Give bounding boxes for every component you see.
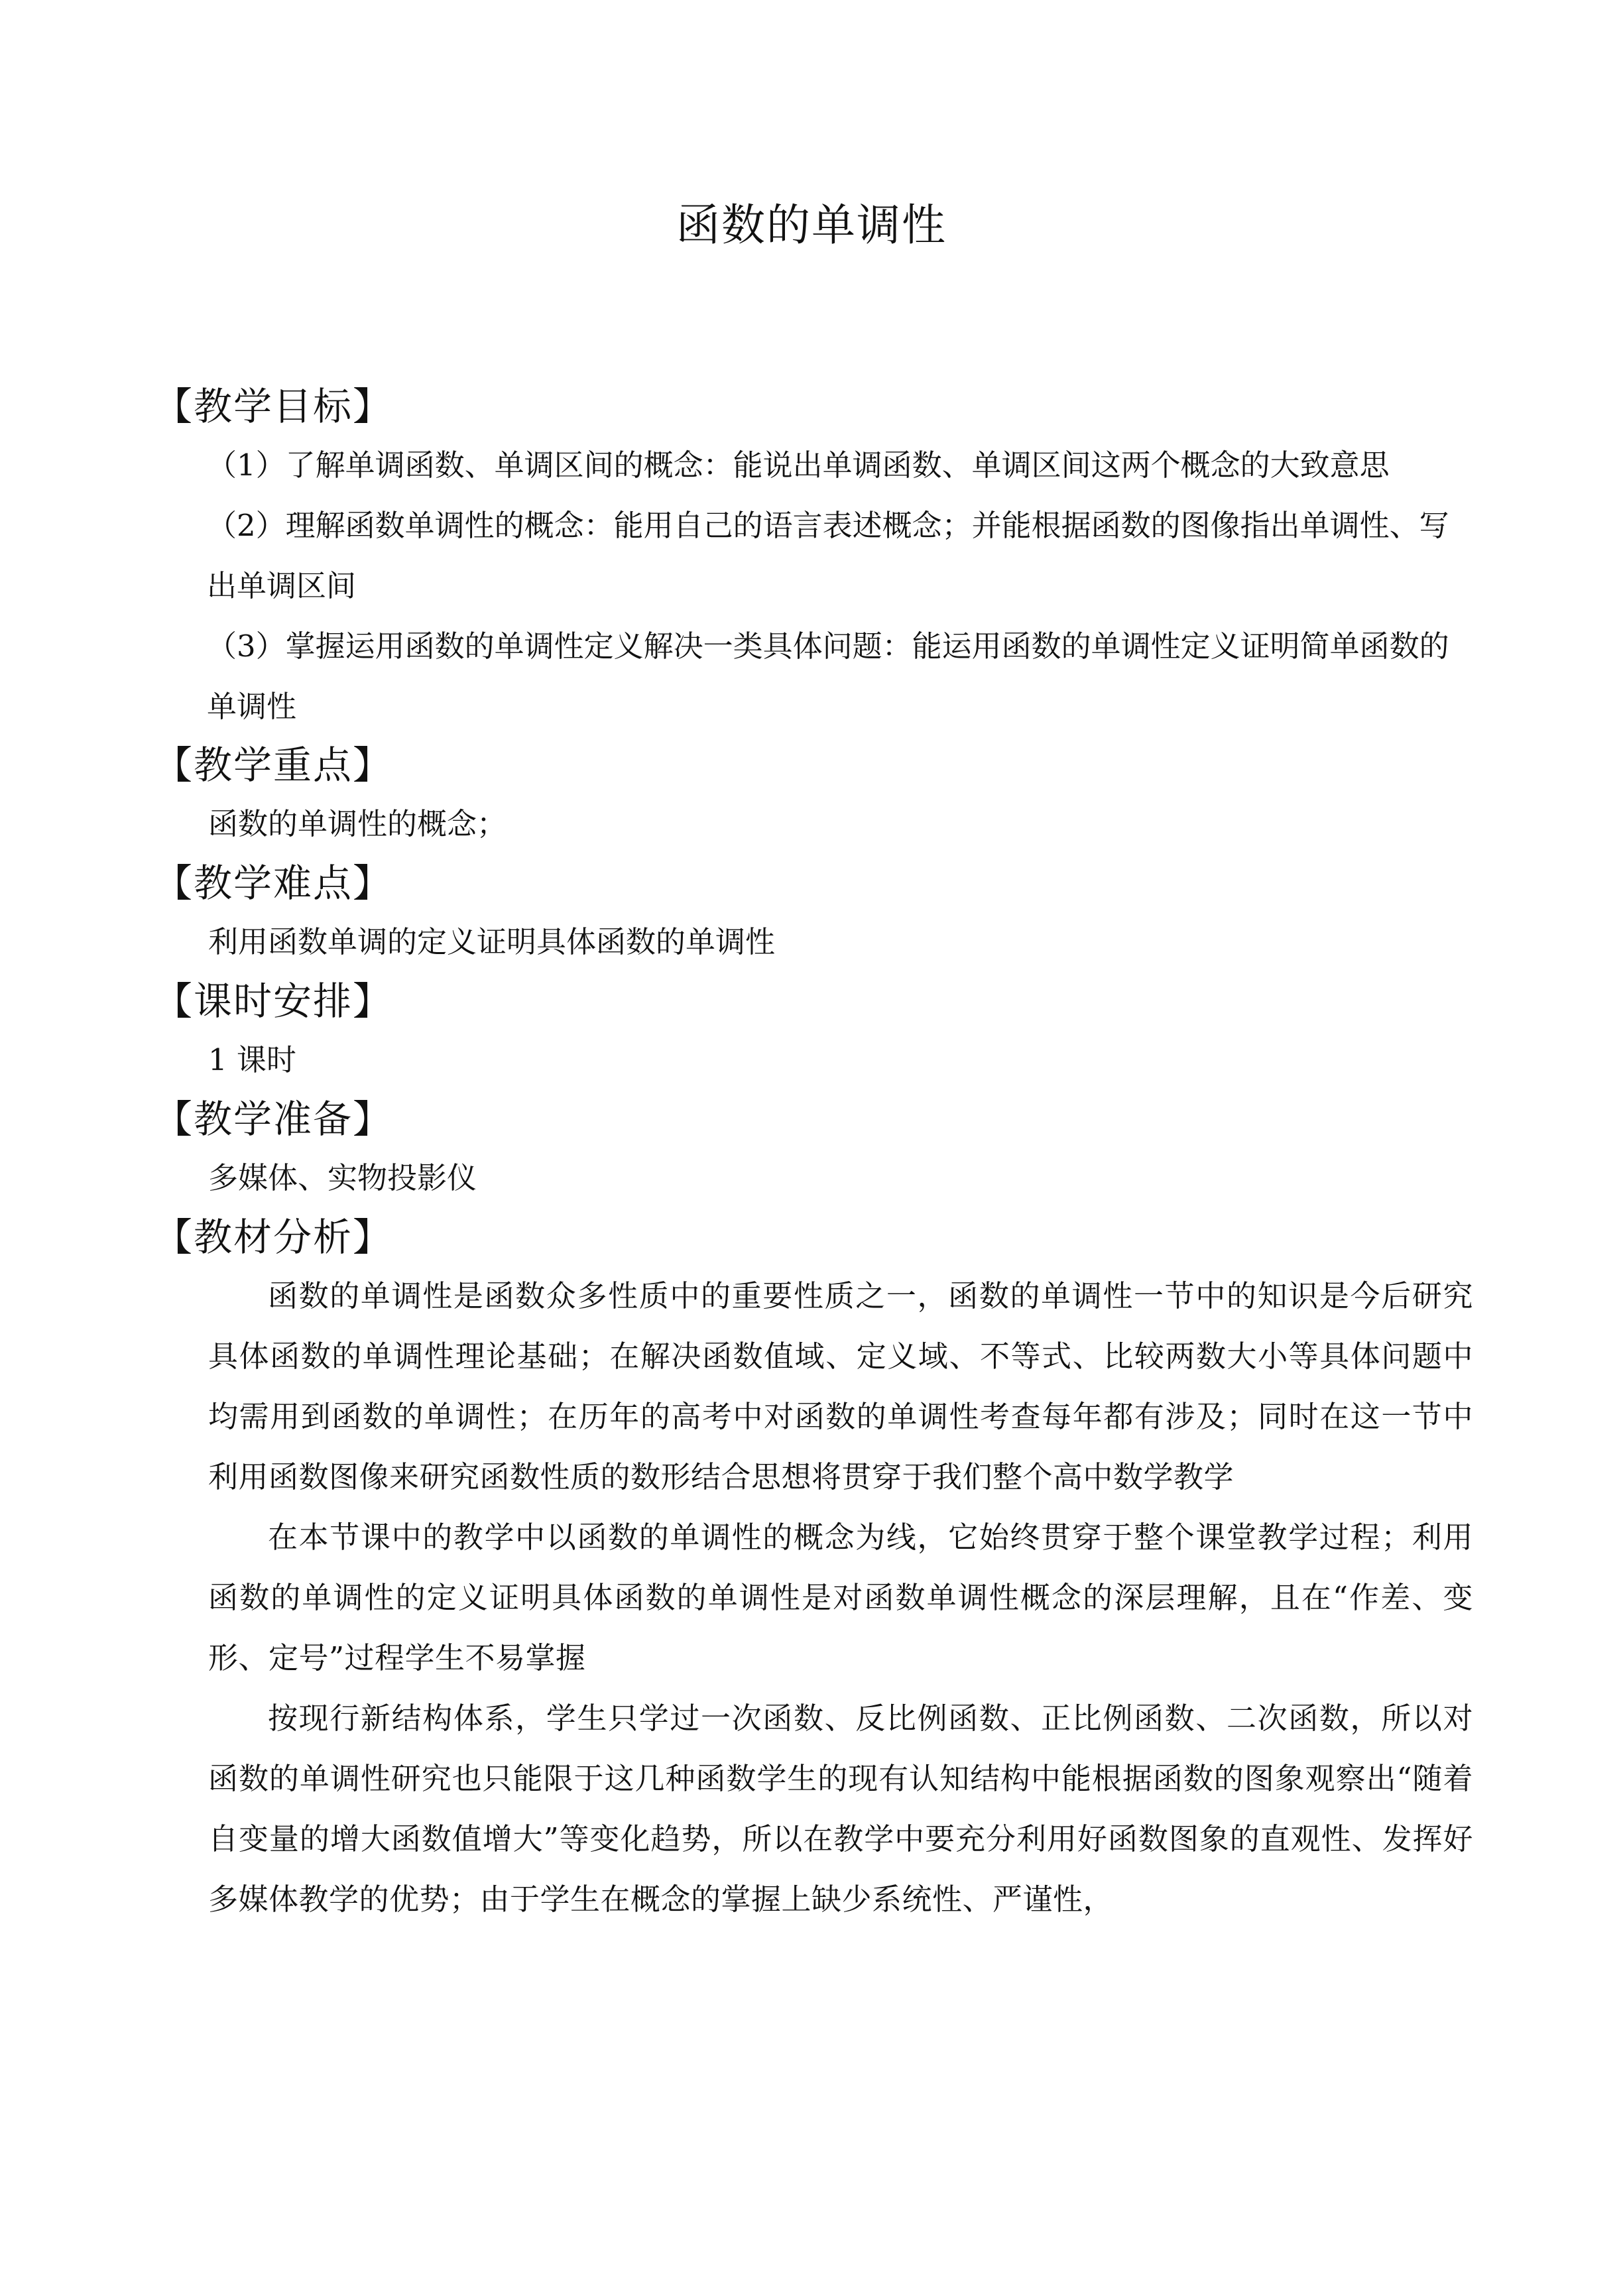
objective-item-1: （1）了解单调函数、单调区间的概念：能说出单调函数、单调区间这两个概念的大致意思 bbox=[207, 448, 1390, 483]
section-heading-analysis: 【教材分析】 bbox=[154, 1215, 393, 1260]
section-heading-objectives: 【教学目标】 bbox=[154, 384, 393, 429]
key-points-text: 函数的单调性的概念； bbox=[208, 806, 507, 841]
document-body bbox=[154, 378, 1473, 1929]
section-heading-schedule: 【课时安排】 bbox=[154, 979, 393, 1024]
objective-item-3: （3）掌握运用函数的单调性定义解决一类具体问题：能运用函数的单调性定义证明简单函数的单调性 bbox=[207, 629, 1449, 724]
document-title: 函数的单调性 bbox=[676, 200, 947, 251]
difficulties-text: 利用函数单调的定义证明具体函数的单调性 bbox=[208, 924, 776, 959]
section-heading-difficulties: 【教学难点】 bbox=[154, 861, 393, 906]
section-heading-preparation: 【教学准备】 bbox=[154, 1097, 393, 1142]
schedule-text: 1 课时 bbox=[208, 1042, 296, 1077]
section-heading-key-points: 【教学重点】 bbox=[154, 743, 393, 788]
analysis-paragraph-2: 在本节课中的教学中以函数的单调性的概念为线，它始终贯穿于整个课堂教学过程；利用函数的单调性的定义证明具体函数的单调性是对函数单调性概念的深层理解，且在“作差、变形、定号”过程学生不易掌握 bbox=[208, 1520, 1473, 1675]
analysis-paragraph-1: 函数的单调性是函数众多性质中的重要性质之一，函数的单调性一节中的知识是今后研究具体函数的单调性理论基础；在解决函数值域、定义域、不等式、比较两数大小等具体问题中均需用到函数的单调性；在历年的高考中对函数的单调性考查每年都有涉及；同时在这一节中利用函数图像来研究函数性质的数形结合思想将贯穿于我们整个高中数学教学 bbox=[208, 1278, 1473, 1494]
objective-item-2: （2）理解函数单调性的概念：能用自己的语言表述概念；并能根据函数的图像指出单调性、写出单调区间 bbox=[207, 508, 1449, 603]
analysis-paragraph-3: 按现行新结构体系，学生只学过一次函数、反比例函数、正比例函数、二次函数，所以对函数的单调性研究也只能限于这几种函数学生的现有认知结构中能根据函数的图象观察出“随着自变量的增大函数值增大”等变化趋势，所以在教学中要充分利用好函数图象的直观性、发挥好多媒体教学的优势；由于学生在概念的掌握上缺少系统性、严谨性， bbox=[208, 1701, 1473, 1917]
preparation-text: 多媒体、实物投影仪 bbox=[208, 1160, 477, 1195]
